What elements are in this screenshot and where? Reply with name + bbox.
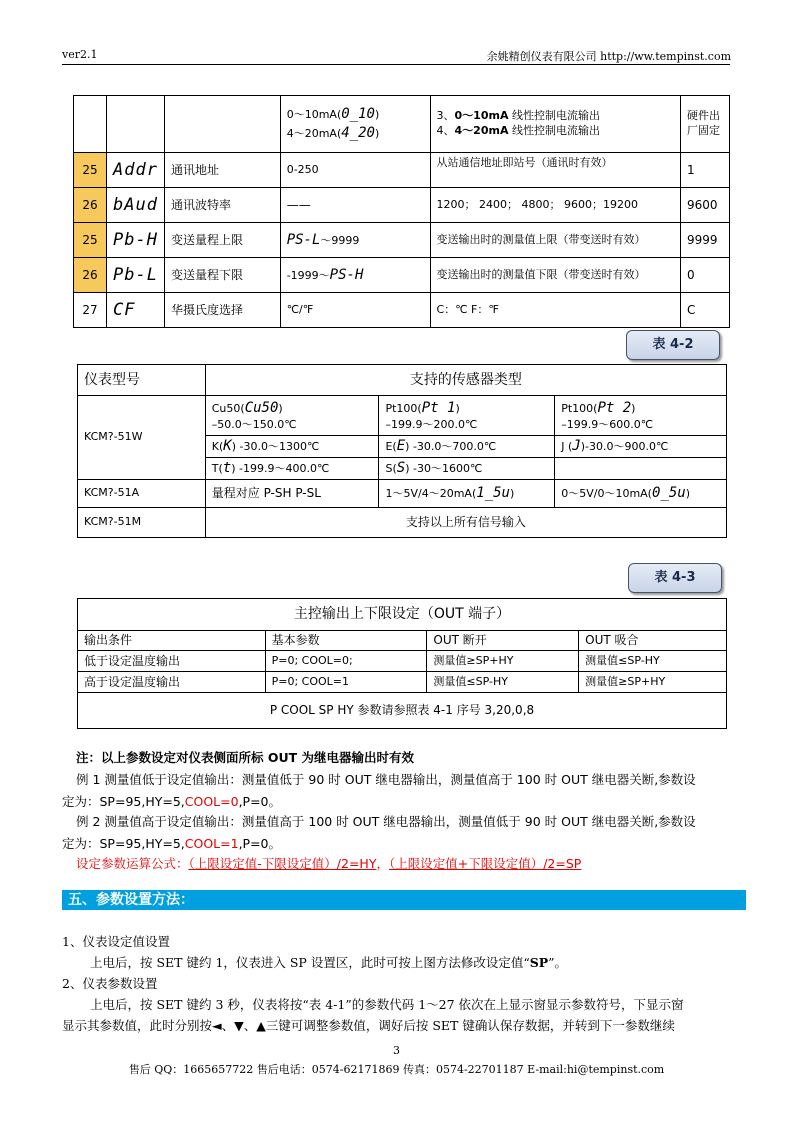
subsection-2-body-line-2: 显示其参数值，此时分别按◄、▼、▲三键可调整参数值，调好后按 SET 键确认保存数据，并转到下一参数继续 bbox=[62, 1018, 675, 1033]
page-number: 3 bbox=[393, 1044, 400, 1057]
table-title-row: 主控输出上下限设定（OUT 端子） bbox=[78, 599, 727, 631]
footer-contact: 售后 QQ：1665657722 售后电话：0574-62171869 传真：0574-22701187 E-mail:hi@tempinst.com bbox=[128, 1063, 665, 1076]
note-title: 注：以上参数设定对仪表侧面所标 OUT 为继电器输出时有效 bbox=[76, 750, 415, 765]
table-row: 低于设定温度输出 P=0; COOL=0; 测量值≥SP+HY 测量值≤SP-HY bbox=[78, 651, 727, 672]
subsection-2-title: 2、仪表参数设置 bbox=[62, 976, 158, 991]
table-row: T(t) -199.9～400.0℃ S(S) -30～1600℃ bbox=[78, 458, 727, 480]
table-4-3-tag: 表 4-3 bbox=[628, 563, 722, 593]
output-table bbox=[77, 598, 727, 729]
table-4-2-tag: 表 4-2 bbox=[626, 330, 720, 360]
table-header-row: 仪表型号 支持的传感器类型 bbox=[78, 365, 727, 396]
table-row: 25 Pb-H 变送量程上限 PS-L～9999 变送输出时的测量值上限（带变送时有效） 9999 bbox=[74, 223, 730, 258]
section-5-title: 五、参数设置方法： bbox=[62, 890, 746, 910]
table-row: KCM?-51W Cu50(Cu50) –50.0～150.0℃ Pt100(Pt 1) –199.9～200.0℃ Pt100(Pt 2) –199.9～600.0℃ bbox=[78, 396, 727, 436]
example-1-line-2: 定为：SP=95,HY=5,COOL=0,P=0。 bbox=[62, 794, 282, 809]
table-row: 26 bAud 通讯波特率 —— 1200； 2400； 4800； 9600；19200 9600 bbox=[74, 188, 730, 223]
table-row: K(K) -30.0～1300℃ E(E) -30.0～700.0℃ J (J)-30.0～900.0℃ bbox=[78, 436, 727, 458]
table-row: 26 Pb-L 变送量程下限 -1999～PS-H 变送输出时的测量值下限（带变送时有效） 0 bbox=[74, 258, 730, 293]
example-1-line-1: 例 1 测量值低于设定值输出：测量值低于 90 时 OUT 继电器输出，测量值高于 100 时 OUT 继电器关断,参数设 bbox=[76, 772, 696, 787]
table-row: 27 CF 华摄氏度选择 ℃/℉ C：℃ F：℉ C bbox=[74, 293, 730, 328]
table-row: 0～10mA(0_10) 4～20mA(4_20) 3、0～10mA 线性控制电流输出 4、4～20mA 线性控制电流输出 硬件出厂固定 bbox=[74, 96, 730, 153]
sensor-table bbox=[77, 364, 727, 538]
header-divider bbox=[62, 64, 730, 65]
subsection-1-title: 1、仪表设定值设置 bbox=[62, 934, 170, 949]
table-header-row: 输出条件 基本参数 OUT 断开 OUT 吸合 bbox=[78, 631, 727, 651]
param-table bbox=[73, 95, 730, 328]
subsection-1-body: 上电后，按 SET 键约 1，仪表进入 SP 设置区，此时可按上图方法修改设定值“SP”。 bbox=[90, 955, 568, 970]
formula-line: 设定参数运算公式：（上限设定值-下限设定值）/2=HY，（上限设定值+下限设定值）/2=SP bbox=[76, 856, 582, 871]
table-row: KCM?-51A 量程对应 P-SH P-SL 1～5V/4～20mA(1_5u) 0～5V/0～10mA(0_5u) bbox=[78, 480, 727, 508]
version-label: ver2.1 bbox=[62, 48, 98, 61]
example-2-line-1: 例 2 测量值高于设定值输出：测量值高于 100 时 OUT 继电器输出，测量值低于 90 时 OUT 继电器关断,参数设 bbox=[76, 814, 696, 829]
example-2-line-2: 定为：SP=95,HY=5,COOL=1,P=0。 bbox=[62, 836, 282, 851]
company-header: 余姚精创仪表有限公司 http://ww.tempinst.com bbox=[486, 50, 731, 63]
subsection-2-body-line-1: 上电后，按 SET 键约 3 秒，仪表将按“表 4-1”的参数代码 1～27 依次在上显示窗显示参数符号，下显示窗 bbox=[90, 997, 684, 1012]
table-row: 25 Addr 通讯地址 0-250 从站通信地址即站号（通讯时有效） 1 bbox=[74, 153, 730, 188]
table-row: 高于设定温度输出 P=0; COOL=1 测量值≤SP-HY 测量值≥SP+HY bbox=[78, 672, 727, 693]
table-row: P COOL SP HY 参数请参照表 4-1 序号 3,20,0,8 bbox=[78, 693, 727, 729]
table-row: KCM?-51M 支持以上所有信号输入 bbox=[78, 508, 727, 538]
